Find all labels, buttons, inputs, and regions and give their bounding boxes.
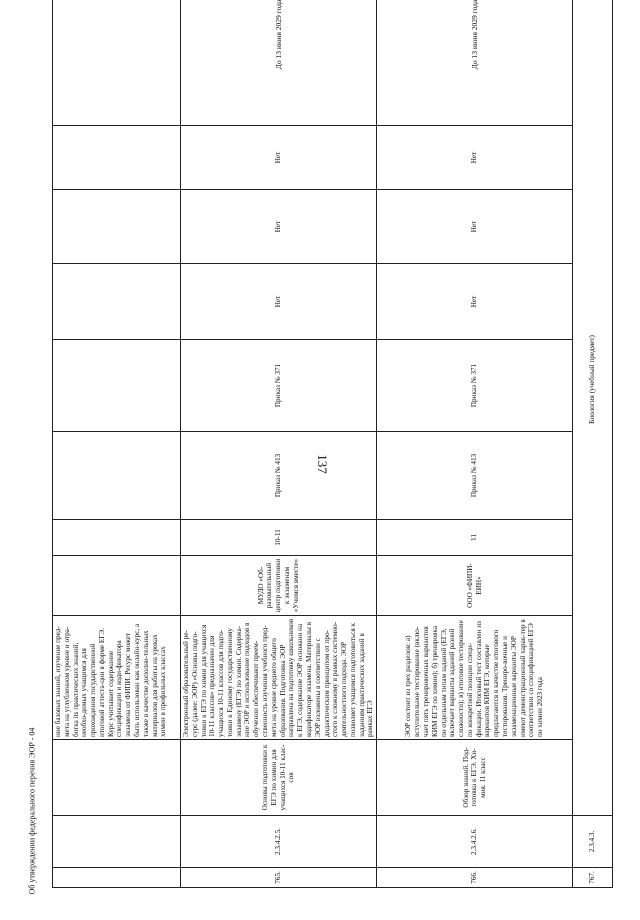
table-row xyxy=(377,0,573,888)
row-number: 765. xyxy=(181,868,377,888)
deadline: До 13 июня 2029 года xyxy=(377,0,573,126)
cell-col9: Нет xyxy=(377,264,573,340)
developer: ООО «ФИПИ-ЕИН» xyxy=(377,556,573,616)
row-number: 766. xyxy=(377,868,573,888)
resource-description: Электронный образовательный ре-сурс (далее: ЭОР) «Основы подго-товки к ЕГЭ по химии для учащихся 10-11 классов» предназначен для учащихся 10-11 классов для подго-товки к Единому государственному экзамену (ЕГЭ) по химии. Содержа-ние ЭОР и использование подходов в обучении обеспечивают преем-ственность изучения учебного пред-мета на уровне среднего общего образования. Подготовка ЭОР направлена на подготовку школьников к ЕГЭ, содержание ЭОР основано на кодификаторе экзамена. Материалы в ЭОР изложены в соответствии с дидактическим принципом от про-стого к сложному в рамках системно-деятельностного подхода. ЭОР позволяет учащимся подготовиться к заданиям практических заданий в рамках ЕГЭ xyxy=(181,616,377,740)
deadline: До 13 июня 2029 года xyxy=(181,0,377,126)
row-code: 2.3.4.2.6. xyxy=(377,816,573,868)
row-code: 2.3.4.3. xyxy=(573,816,613,868)
order-first: Приказ № 413 xyxy=(181,432,377,520)
resource-description: ние базовых знаний, изучение пред-мета на углубленном уровне и отра-ботка its практических знаний, необхо-димых учащимся для прохождения государственной итоговой аттеста-ции в форме ЕГЭ. Курс учитывает содержание спецификации и коди-фикатора экзамена от ФИПИ. Ресурс может быть использован как онлайн-курс, а также в качестве дополни-тельных материалов для работы на уроках химии в профильных классах xyxy=(53,616,181,740)
order-second: Приказ № 371 xyxy=(181,340,377,432)
developer xyxy=(53,556,181,616)
resource-name: Обзор знаний. Под-готовка к ЕГЭ. Хи-мия. 11 класс xyxy=(377,740,573,816)
order-second xyxy=(53,340,181,432)
cell-col11: Нет xyxy=(181,126,377,190)
cell-col10 xyxy=(53,190,181,264)
deadline xyxy=(53,0,181,126)
resource-name: Основы подготовки к ЕГЭ по химии для учащихся 10-11 клас-сов xyxy=(181,740,377,816)
order-first xyxy=(53,432,181,520)
order-second: Приказ № 371 xyxy=(377,340,573,432)
cell-col10: Нет xyxy=(181,190,377,264)
rotated-table-frame xyxy=(52,0,612,888)
page-number: 137 xyxy=(315,454,330,474)
grades: 11 xyxy=(377,520,573,556)
row-code xyxy=(53,816,181,868)
table-row xyxy=(53,0,181,888)
section-title: Биология (учебный предмет) xyxy=(573,0,613,816)
cell-col11 xyxy=(53,126,181,190)
grades: 10-11 xyxy=(181,520,377,556)
resource-description: ЭОР состоит из трех разделов: а) вступительное тестирование (вклю-чает пять тренировочных вариантов КИМ ЕГЭ по химии); б) тренировка по отдельным типам заданий (ЕГЭ, включает варианты заданий разной сложности); в) итоговое тестирование по конкретной позиции специ-фикации. Итоговый тест составлен из вариантов КИМ ЕГЭ, которые предлагаются в качестве итогового тестирования. Трениро-вочные и экзаменационные варианты ЭОР имеют демонстрационный харак-тер в соответствии со спецификацией ЕГЭ по химии 2023 года xyxy=(377,616,573,740)
row-code: 2.3.4.2.5. xyxy=(181,816,377,868)
table-row xyxy=(181,0,377,888)
eor-table xyxy=(52,0,613,888)
cell-col10: Нет xyxy=(377,190,573,264)
section-row xyxy=(573,0,613,888)
cell-col9 xyxy=(53,264,181,340)
cell-col11: Нет xyxy=(377,126,573,190)
footer-note: Об утверждении федерального перечня ЭОР - 04 xyxy=(27,727,37,895)
order-first: Приказ № 413 xyxy=(377,432,573,520)
developer: МУДО «Об-разовательный центр подготовки к экзаменам «Учимся вместе» xyxy=(181,556,377,616)
rotated-table-content xyxy=(52,0,612,888)
row-number: 767. xyxy=(573,868,613,888)
cell-col9: Нет xyxy=(181,264,377,340)
resource-name xyxy=(53,740,181,816)
grades xyxy=(53,520,181,556)
row-number xyxy=(53,868,181,888)
